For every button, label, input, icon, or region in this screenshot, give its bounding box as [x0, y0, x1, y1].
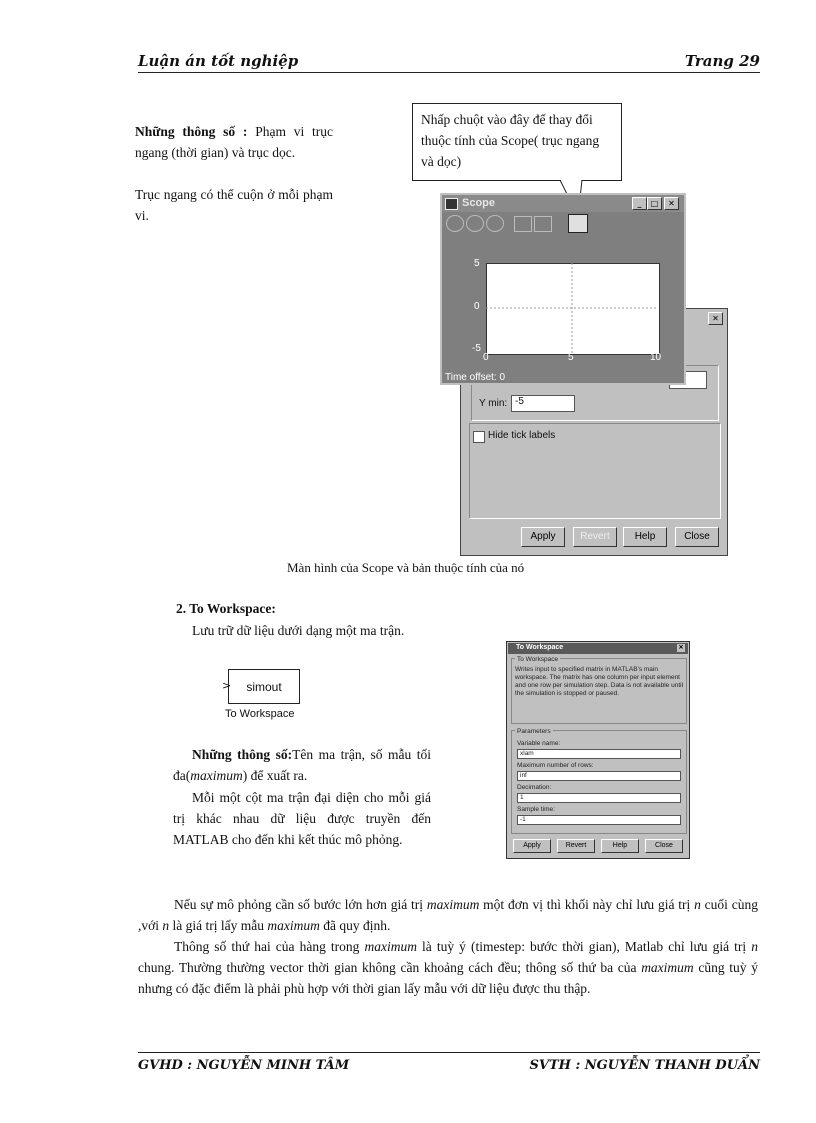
scope-toolbar — [442, 212, 684, 234]
p1-text-5: đã quy định. — [319, 918, 391, 933]
ws-apply-button[interactable]: Apply — [513, 839, 551, 853]
close-button[interactable]: Close — [675, 527, 719, 547]
p2-text-4: cũng tuỳ ý nhưng có đặc điểm là phải phù hợp với thời gian lấy mẫu với dữ liệu được thu thập. — [138, 960, 759, 996]
variable-name-label: Variable name: — [517, 740, 561, 747]
decimation-label: Decimation: — [517, 784, 552, 791]
p2-n-1: n — [751, 939, 758, 954]
apply-button[interactable]: Apply — [521, 527, 565, 547]
block-caption: To Workspace — [225, 708, 295, 720]
scope-window — [440, 193, 686, 385]
footer-rule — [138, 1052, 760, 1053]
ymin-field[interactable]: -5 — [511, 395, 575, 412]
workspace-params-label: Những thông số: — [192, 747, 293, 762]
sample-time-input[interactable]: -1 — [517, 815, 681, 825]
p2-text-1: Thông số thứ hai của hàng trong — [174, 939, 365, 954]
header-page-number: Trang 29 — [684, 52, 760, 70]
hide-tick-labels-label: Hide tick labels — [488, 430, 556, 441]
workspace-params-text: Tên ma trận, số mẫu tối đa( — [173, 747, 431, 783]
close-icon[interactable]: ✕ — [708, 312, 723, 325]
maximum-term: maximum — [190, 768, 243, 783]
workspace-heading: 2. To Workspace: — [176, 601, 276, 616]
save-axes-icon[interactable] — [534, 216, 552, 232]
scope-params-desc: Phạm vi trục ngang (thời gian) và trục dọc. — [135, 124, 333, 160]
p2-maximum-1: maximum — [364, 939, 417, 954]
callout-text: Nhấp chuột vào đây để thay đổi thuộc tính của Scope( trục ngang và dọc) — [421, 112, 600, 169]
ymin-label: Y min: — [479, 398, 508, 409]
close-icon[interactable]: ✕ — [678, 645, 684, 651]
y-tick-neg5: -5 — [472, 343, 481, 354]
p1-n-1: n — [694, 897, 701, 912]
autoscale-icon[interactable] — [514, 216, 532, 232]
scope-params-text — [135, 121, 333, 163]
x-tick-0: 0 — [483, 352, 489, 363]
to-workspace-block[interactable] — [228, 669, 300, 704]
y-tick-5: 5 — [474, 258, 480, 269]
decimation-input[interactable]: 1 — [517, 793, 681, 803]
scope-scroll-text: Trục ngang có thể cuộn ở mỗi phạm vi. — [135, 187, 333, 223]
zoom-y-icon[interactable] — [486, 215, 504, 232]
footer-left: GVHD : NGUYỄN MINH TÂM — [138, 1058, 350, 1073]
zoom-icon[interactable] — [446, 215, 464, 232]
p1-text-1: Nếu sự mô phỏng cần số bước lớn hơn giá trị — [174, 897, 427, 912]
workspace-dialog-title: To Workspace — [516, 644, 564, 651]
revert-button[interactable]: Revert — [573, 527, 617, 547]
minimize-icon[interactable]: _ — [632, 197, 647, 210]
scope-params-label: Những thông số : — [135, 124, 248, 139]
zoom-x-icon[interactable] — [466, 215, 484, 232]
y-tick-0: 0 — [474, 301, 480, 312]
p1-text-2: một đơn vị thì khối này chỉ lưu giá trị — [479, 897, 695, 912]
properties-icon[interactable] — [568, 214, 588, 233]
p1-maximum-2: maximum — [267, 918, 320, 933]
header-rule — [138, 72, 760, 73]
p2-text-3: chung. Thường thường vector thời gian không cần khoảng cách đều; thông số thứ ba của — [138, 960, 642, 975]
scope-app-icon — [445, 198, 458, 210]
paragraph-timestep — [138, 936, 758, 999]
to-workspace-dialog — [506, 641, 690, 859]
p1-maximum-1: maximum — [426, 897, 480, 912]
ws-help-button[interactable]: Help — [601, 839, 639, 853]
scope-caption: Màn hình của Scope và bản thuộc tính của nó — [287, 560, 525, 575]
p1-n-2: n — [162, 918, 170, 933]
close-icon[interactable]: ✕ — [664, 197, 679, 210]
p2-maximum-2: maximum — [641, 960, 694, 975]
header-left: Luận án tốt nghiệp — [138, 52, 299, 70]
workspace-dialog-titlebar — [508, 643, 688, 654]
workspace-dialog-description: Writes input to specified matrix in MATLAB's main workspace. The matrix has one column per input element and one row per simulation step. Data is not available until the simulation is stopped or paused. — [515, 666, 683, 697]
workspace-column-text: Mỗi một cột ma trận đại diện cho mỗi giá trị khác nhau dữ liệu được truyền đến MATLAB cho đến khi kết thúc mô phỏng. — [173, 790, 431, 847]
scope-titlebar — [442, 195, 684, 212]
p1-text-4: là giá trị lấy mẫu — [169, 918, 268, 933]
max-rows-label: Maximum number of rows: — [517, 762, 594, 769]
workspace-description: Lưu trữ dữ liệu dưới dạng một ma trận. — [192, 623, 405, 638]
sample-time-label: Sample time: — [517, 806, 555, 813]
paragraph-maximum — [138, 894, 758, 936]
x-tick-5: 5 — [568, 352, 574, 363]
ws-revert-button[interactable]: Revert — [557, 839, 595, 853]
p2-text-2: là tuỳ ý (timestep: bước thời gian), Matlab chỉ lưu giá trị — [416, 939, 752, 954]
workspace-params — [173, 744, 431, 786]
workspace-params-end: ) để xuất ra. — [242, 768, 308, 783]
x-tick-10: 10 — [650, 352, 662, 363]
parameters-label: Parameters — [517, 728, 551, 735]
scope-title: Scope — [462, 197, 496, 209]
footer-right: SVTH : NGUYỄN THANH DUẨN — [529, 1058, 760, 1073]
help-button[interactable]: Help — [623, 527, 667, 547]
ws-close-button[interactable]: Close — [645, 839, 683, 853]
workspace-group-label: To Workspace — [517, 656, 559, 663]
time-offset: Time offset: 0 — [445, 372, 506, 383]
max-rows-input[interactable]: inf — [517, 771, 681, 781]
scope-grid — [486, 263, 660, 355]
p1-text-3: cuối cùng ,với — [138, 897, 758, 933]
workspace-block-arrow: > — [222, 679, 232, 692]
maximize-icon[interactable]: □ — [647, 197, 662, 210]
properties-panel — [469, 423, 721, 519]
callout-box — [412, 103, 622, 181]
block-text: simout — [246, 680, 282, 694]
variable-name-input[interactable]: xlam — [517, 749, 681, 759]
